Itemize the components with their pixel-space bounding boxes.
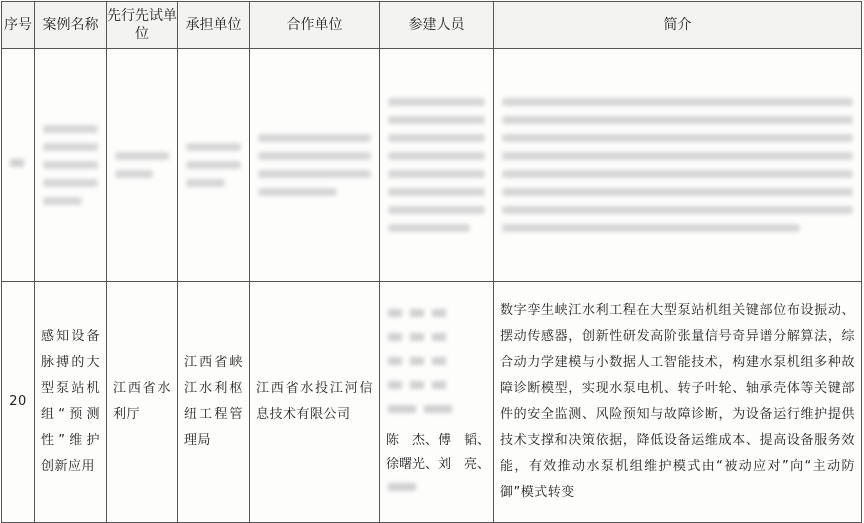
case-name-cell-redacted xyxy=(35,49,107,282)
participant-line: 陈 杰、傅 韬、 xyxy=(386,433,491,448)
table-row xyxy=(2,282,862,523)
pilot-unit-cell: 江西省水利厅 xyxy=(107,282,178,523)
intro-cell-redacted xyxy=(494,49,862,282)
pilot-unit-cell-redacted xyxy=(107,49,178,282)
header-intro: 简介 xyxy=(494,2,862,49)
undertaker-cell-redacted xyxy=(178,49,250,282)
seq-cell: 20 xyxy=(2,282,35,523)
header-partner: 合作单位 xyxy=(250,2,380,49)
case-name-cell: 感知设备脉搏的大型泵站机组“预测性”维护创新应用 xyxy=(35,282,107,523)
table-row xyxy=(2,49,862,282)
participants-cell-redacted xyxy=(380,49,494,282)
header-participants: 参建人员 xyxy=(380,2,494,49)
intro-cell: 数字孪生峡江水利工程在大型泵站机组关键部位布设振动、摆动传感器，创新性研发高阶张量信号奇异谱分解算法，综合动力学建模与小数据人工智能技术，构建水泵机组多种故障诊断模型，实现水泵电机、转子叶轮、轴承壳体等关键部件的安全监测、风险预知与故障诊断，为设备运行维护提供技术支撑和决策依据，降低设备运维成本、提高设备服务效能，有效推动水泵机组维护模式由“被动应对”向“主动防御”模式转变 xyxy=(494,282,862,523)
participant-line: 徐曙光、刘 亮、 xyxy=(386,457,491,472)
partner-cell: 江西省水投江河信息技术有限公司 xyxy=(250,282,380,523)
participants-redacted xyxy=(380,477,493,507)
undertaker-cell: 江西省峡江水利枢纽工程管理局 xyxy=(178,282,250,523)
header-row xyxy=(2,2,862,49)
header-seq: 序号 xyxy=(2,2,35,49)
participants-redacted xyxy=(380,297,493,429)
case-table xyxy=(1,1,862,523)
partner-cell-redacted xyxy=(250,49,380,282)
header-pilot-unit: 先行先试单位 xyxy=(107,2,178,49)
seq-cell-redacted xyxy=(2,49,35,282)
participants-cell xyxy=(380,282,494,523)
header-case-name: 案例名称 xyxy=(35,2,107,49)
header-undertaker: 承担单位 xyxy=(178,2,250,49)
